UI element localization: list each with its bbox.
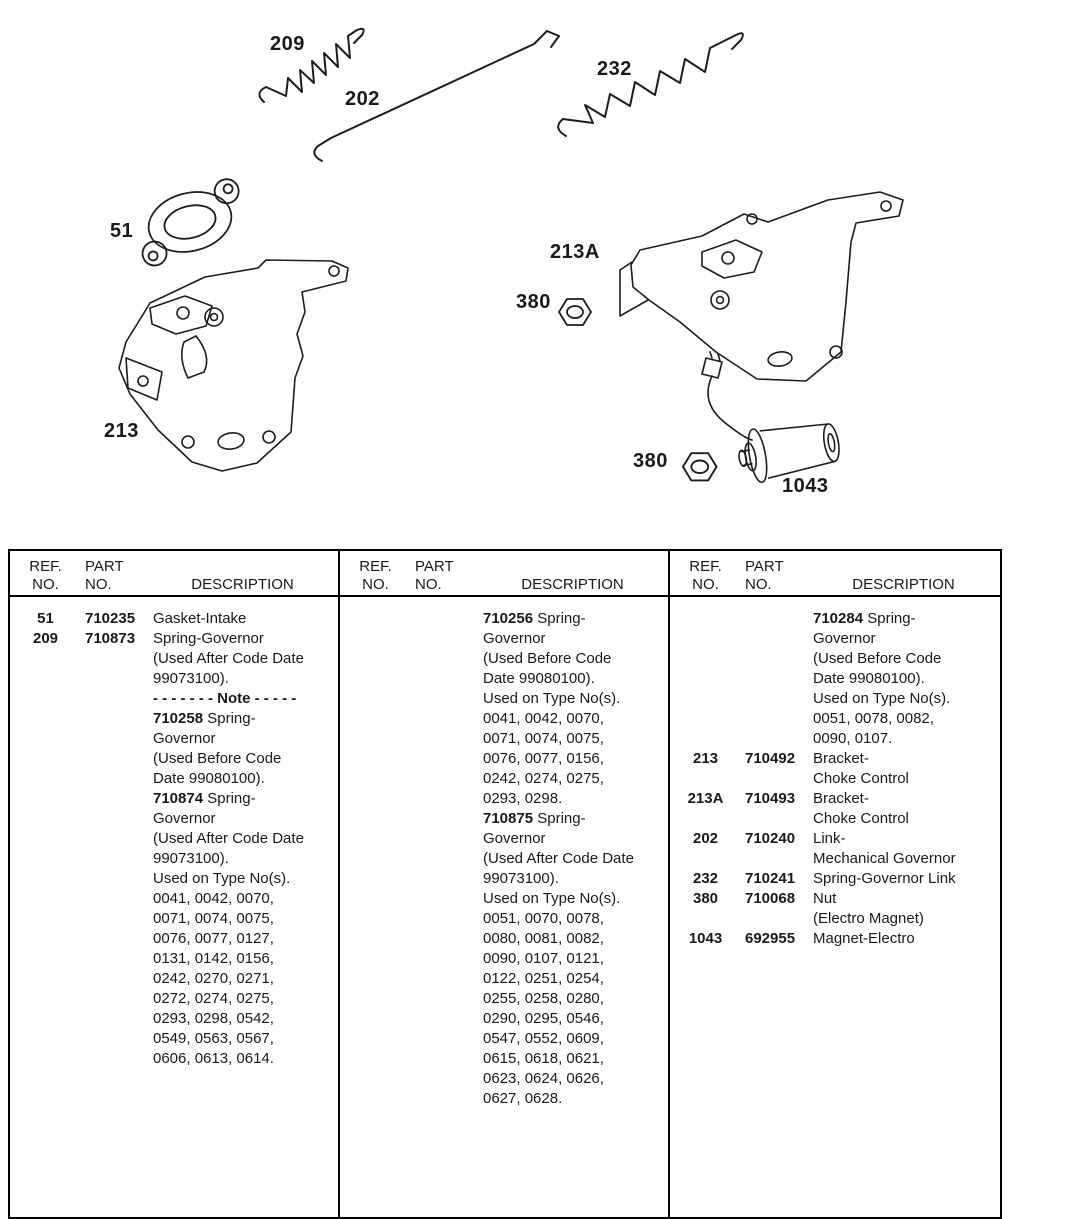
description-line: 710874 Spring-: [153, 790, 256, 807]
description-line: 0272, 0274, 0275,: [153, 990, 274, 1007]
part-ref-label-1043: 1043: [782, 475, 829, 497]
description-line: (Used After Code Date: [153, 650, 304, 667]
description-line: Mechanical Governor: [813, 850, 956, 867]
parts-table: [8, 549, 1002, 1219]
description: [813, 609, 996, 749]
ref-no: 232: [692, 870, 719, 887]
ref-no: 202: [692, 830, 719, 847]
description-line: 0293, 0298, 0542,: [153, 1010, 274, 1027]
description-line: Date 99080100).: [153, 770, 265, 787]
part-ref-label-202: 202: [345, 88, 380, 110]
part-ref-label-213: 213: [104, 420, 139, 442]
description-line: 710284 Spring-: [813, 610, 916, 627]
description-line: Spring-Governor Link: [813, 870, 956, 887]
part-ref-label-209: 209: [270, 33, 305, 55]
description-line: 0623, 0624, 0626,: [483, 1070, 604, 1087]
header-label: NO.: [745, 576, 772, 593]
description-line: Governor: [153, 730, 216, 747]
part-no: [403, 609, 483, 1109]
description-line: 0290, 0295, 0546,: [483, 1010, 604, 1027]
description-line: Governor: [813, 630, 876, 647]
part-no: 710235: [85, 610, 136, 627]
description-line: 0242, 0274, 0275,: [483, 770, 604, 787]
gasket-51-drawing: [130, 177, 252, 268]
description-line: 99073100).: [483, 870, 559, 887]
description: [153, 629, 334, 1069]
description: [813, 829, 996, 869]
part-no: 710493: [745, 790, 796, 807]
part-ref-label-213A: 213A: [550, 241, 600, 263]
ref-no: 213: [692, 750, 719, 767]
header-description: [813, 558, 994, 594]
description-line: 0076, 0077, 0156,: [483, 750, 604, 767]
description: [813, 789, 996, 829]
header-label: DESCRIPTION: [521, 576, 624, 593]
description-line: 0615, 0618, 0621,: [483, 1050, 604, 1067]
description-line: Spring-Governor: [153, 630, 264, 647]
description-line: 0041, 0042, 0070,: [153, 890, 274, 907]
ref-no: 213A: [687, 790, 724, 807]
header-part-no: [73, 558, 153, 594]
description-line: 0051, 0078, 0082,: [813, 710, 934, 727]
table-header: [10, 551, 338, 597]
description-line: Used on Type No(s).: [483, 890, 621, 907]
parts-row: [678, 889, 996, 929]
description-line: Choke Control: [813, 810, 909, 827]
description: [813, 869, 996, 889]
description-line: Choke Control: [813, 770, 909, 787]
parts-row: [348, 609, 664, 1109]
description-line: Used on Type No(s).: [813, 690, 951, 707]
description-line: 0293, 0298.: [483, 790, 563, 807]
nut-380-lower-drawing: [683, 453, 717, 480]
description-line: Magnet-Electro: [813, 930, 915, 947]
description-line: (Electro Magnet): [813, 910, 924, 927]
description-line: Governor: [483, 830, 546, 847]
part-ref-label-232: 232: [597, 58, 632, 80]
header-description: [153, 558, 332, 594]
header-label: NO.: [85, 576, 112, 593]
header-label: REF.: [29, 558, 62, 575]
ref-no: 1043: [688, 930, 723, 947]
part-no: [733, 609, 813, 749]
table-header: [670, 551, 1000, 597]
parts-row: [678, 929, 996, 949]
header-label: NO.: [32, 576, 59, 593]
description: [813, 889, 996, 929]
description-line: 99073100).: [153, 850, 229, 867]
part-no: 710492: [745, 750, 796, 767]
header-label: NO.: [362, 576, 389, 593]
description-line: 0071, 0074, 0075,: [483, 730, 604, 747]
table-header: [340, 551, 668, 597]
description: [813, 749, 996, 789]
description-line: Governor: [483, 630, 546, 647]
table-column-body-2: [340, 597, 668, 1109]
parts-row: [18, 609, 334, 629]
description-line: 710256 Spring-: [483, 610, 586, 627]
part-no: 692955: [745, 930, 796, 947]
description-line: 0255, 0258, 0280,: [483, 990, 604, 1007]
description-line: (Used Before Code: [483, 650, 612, 667]
description-line: 0051, 0070, 0078,: [483, 910, 604, 927]
choke-bracket-213a-drawing: [620, 192, 903, 381]
header-label: DESCRIPTION: [852, 576, 955, 593]
description-line: 0090, 0107, 0121,: [483, 950, 604, 967]
header-label: DESCRIPTION: [191, 576, 294, 593]
table-column-2: [340, 551, 670, 1217]
choke-bracket-213-drawing: [119, 260, 348, 471]
description-line: 99073100).: [153, 670, 229, 687]
part-no: 710873: [85, 630, 136, 647]
description: [153, 609, 334, 629]
description-line: Nut: [813, 890, 837, 907]
description-line: 0122, 0251, 0254,: [483, 970, 604, 987]
header-part-no: [403, 558, 483, 594]
table-column-3: [670, 551, 1000, 1217]
header-description: [483, 558, 662, 594]
part-no: 710240: [745, 830, 796, 847]
description-line: Governor: [153, 810, 216, 827]
description-line: (Used Before Code: [813, 650, 942, 667]
electro-magnet-1043-drawing: [702, 352, 843, 486]
table-column-body-1: [10, 597, 338, 1069]
ref-no: 380: [692, 890, 719, 907]
description-line: 710258 Spring-: [153, 710, 256, 727]
part-no: 710241: [745, 870, 796, 887]
header-label: PART: [415, 558, 454, 575]
table-column-1: [10, 551, 340, 1217]
parts-row: [678, 829, 996, 869]
description-line: 710875 Spring-: [483, 810, 586, 827]
part-ref-label-380: 380: [633, 450, 668, 472]
description-line: 0080, 0081, 0082,: [483, 930, 604, 947]
description-line: Used on Type No(s).: [153, 870, 291, 887]
header-ref-no: [678, 558, 733, 594]
ref-no: 51: [37, 610, 54, 627]
description-line: 0090, 0107.: [813, 730, 893, 747]
description-line: (Used Before Code: [153, 750, 282, 767]
nut-380-upper-drawing: [559, 299, 591, 325]
header-ref-no: [348, 558, 403, 594]
ref-no: [348, 609, 403, 1109]
description-line: Link-: [813, 830, 846, 847]
header-label: PART: [745, 558, 784, 575]
header-ref-no: [18, 558, 73, 594]
description-line: (Used After Code Date: [153, 830, 304, 847]
description-line: 0606, 0613, 0614.: [153, 1050, 274, 1067]
description-line: Bracket-: [813, 790, 869, 807]
parts-row: [678, 869, 996, 889]
description-line: 0076, 0077, 0127,: [153, 930, 274, 947]
description-line: Date 99080100).: [483, 670, 595, 687]
part-no: 710068: [745, 890, 796, 907]
description-line: 0547, 0552, 0609,: [483, 1030, 604, 1047]
description-line: 0242, 0270, 0271,: [153, 970, 274, 987]
description-line: Date 99080100).: [813, 670, 925, 687]
part-ref-label-51: 51: [110, 220, 134, 242]
description: [483, 609, 664, 1109]
header-label: REF.: [359, 558, 392, 575]
part-ref-label-380: 380: [516, 291, 551, 313]
parts-row: [18, 629, 334, 1069]
header-label: REF.: [689, 558, 722, 575]
spring-232-drawing: [558, 33, 743, 136]
header-label: NO.: [692, 576, 719, 593]
description-line: Bracket-: [813, 750, 869, 767]
ref-no: 209: [32, 630, 59, 647]
ref-no: [678, 609, 733, 749]
description-line: 0131, 0142, 0156,: [153, 950, 274, 967]
description-line: Gasket-Intake: [153, 610, 247, 627]
description-line: 0071, 0074, 0075,: [153, 910, 274, 927]
header-label: PART: [85, 558, 124, 575]
header-label: NO.: [415, 576, 442, 593]
parts-row: [678, 609, 996, 749]
description-line: Used on Type No(s).: [483, 690, 621, 707]
parts-row: [678, 749, 996, 789]
description-line: (Used After Code Date: [483, 850, 634, 867]
description-line: - - - - - - - Note - - - - -: [153, 690, 297, 707]
description-line: 0627, 0628.: [483, 1090, 563, 1107]
description-line: 0549, 0563, 0567,: [153, 1030, 274, 1047]
header-part-no: [733, 558, 813, 594]
parts-row: [678, 789, 996, 829]
table-column-body-3: [670, 597, 1000, 949]
description-line: 0041, 0042, 0070,: [483, 710, 604, 727]
description: [813, 929, 996, 949]
diagram: [0, 0, 1073, 548]
